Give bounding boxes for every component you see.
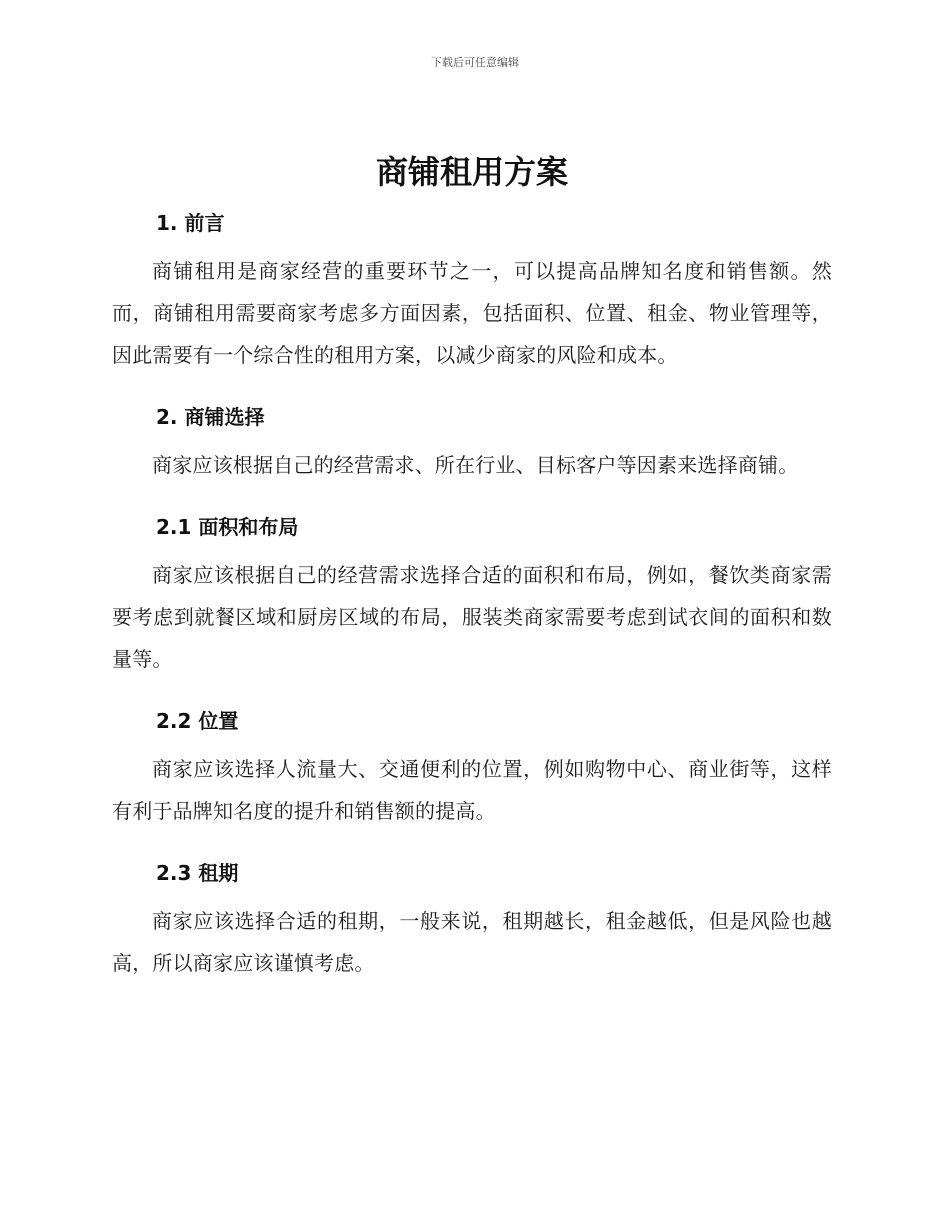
section-location <box>112 706 832 832</box>
spacer <box>112 736 832 748</box>
document-title: 商铺租用方案 <box>375 153 568 191</box>
section-shop-selection <box>112 402 832 486</box>
section-area-layout <box>112 512 832 680</box>
section-heading: 2.2 位置 <box>156 709 239 733</box>
spacer <box>112 486 832 512</box>
spacer <box>112 432 832 444</box>
section-heading: 2. 商铺选择 <box>156 405 265 429</box>
section-paragraph: 商家应该选择合适的租期，一般来说，租期越长，租金越低，但是风险也越高，所以商家应该谨慎考虑。 <box>112 909 832 975</box>
section-heading: 2.3 租期 <box>156 861 239 885</box>
spacer <box>112 832 832 858</box>
spacer <box>112 542 832 554</box>
section-paragraph: 商家应该选择人流量大、交通便利的位置，例如购物中心、商业街等，这样有利于品牌知名度的提升和销售额的提高。 <box>112 757 832 823</box>
spacer <box>112 888 832 900</box>
section-paragraph: 商家应该根据自己的经营需求选择合适的面积和布局，例如，餐饮类商家需要考虑到就餐区域和厨房区域的布局，服装类商家需要考虑到试衣间的面积和数量等。 <box>112 563 832 671</box>
spacer <box>112 238 832 250</box>
section-paragraph: 商家应该根据自己的经营需求、所在行业、目标客户等因素来选择商铺。 <box>152 453 799 477</box>
section-paragraph: 商铺租用是商家经营的重要环节之一，可以提高品牌知名度和销售额。然而，商铺租用需要商家考虑多方面因素，包括面积、位置、租金、物业管理等，因此需要有一个综合性的租用方案，以减少商家的风险和成本。 <box>112 259 832 367</box>
section-heading: 1. 前言 <box>156 211 225 235</box>
spacer <box>112 376 832 402</box>
document-body <box>112 148 832 984</box>
header-note: 下载后可任意编辑 <box>431 56 519 69</box>
section-heading: 2.1 面积和布局 <box>156 515 299 539</box>
section-introduction <box>112 208 832 376</box>
spacer <box>112 196 832 208</box>
section-lease-term <box>112 858 832 984</box>
spacer <box>112 680 832 706</box>
